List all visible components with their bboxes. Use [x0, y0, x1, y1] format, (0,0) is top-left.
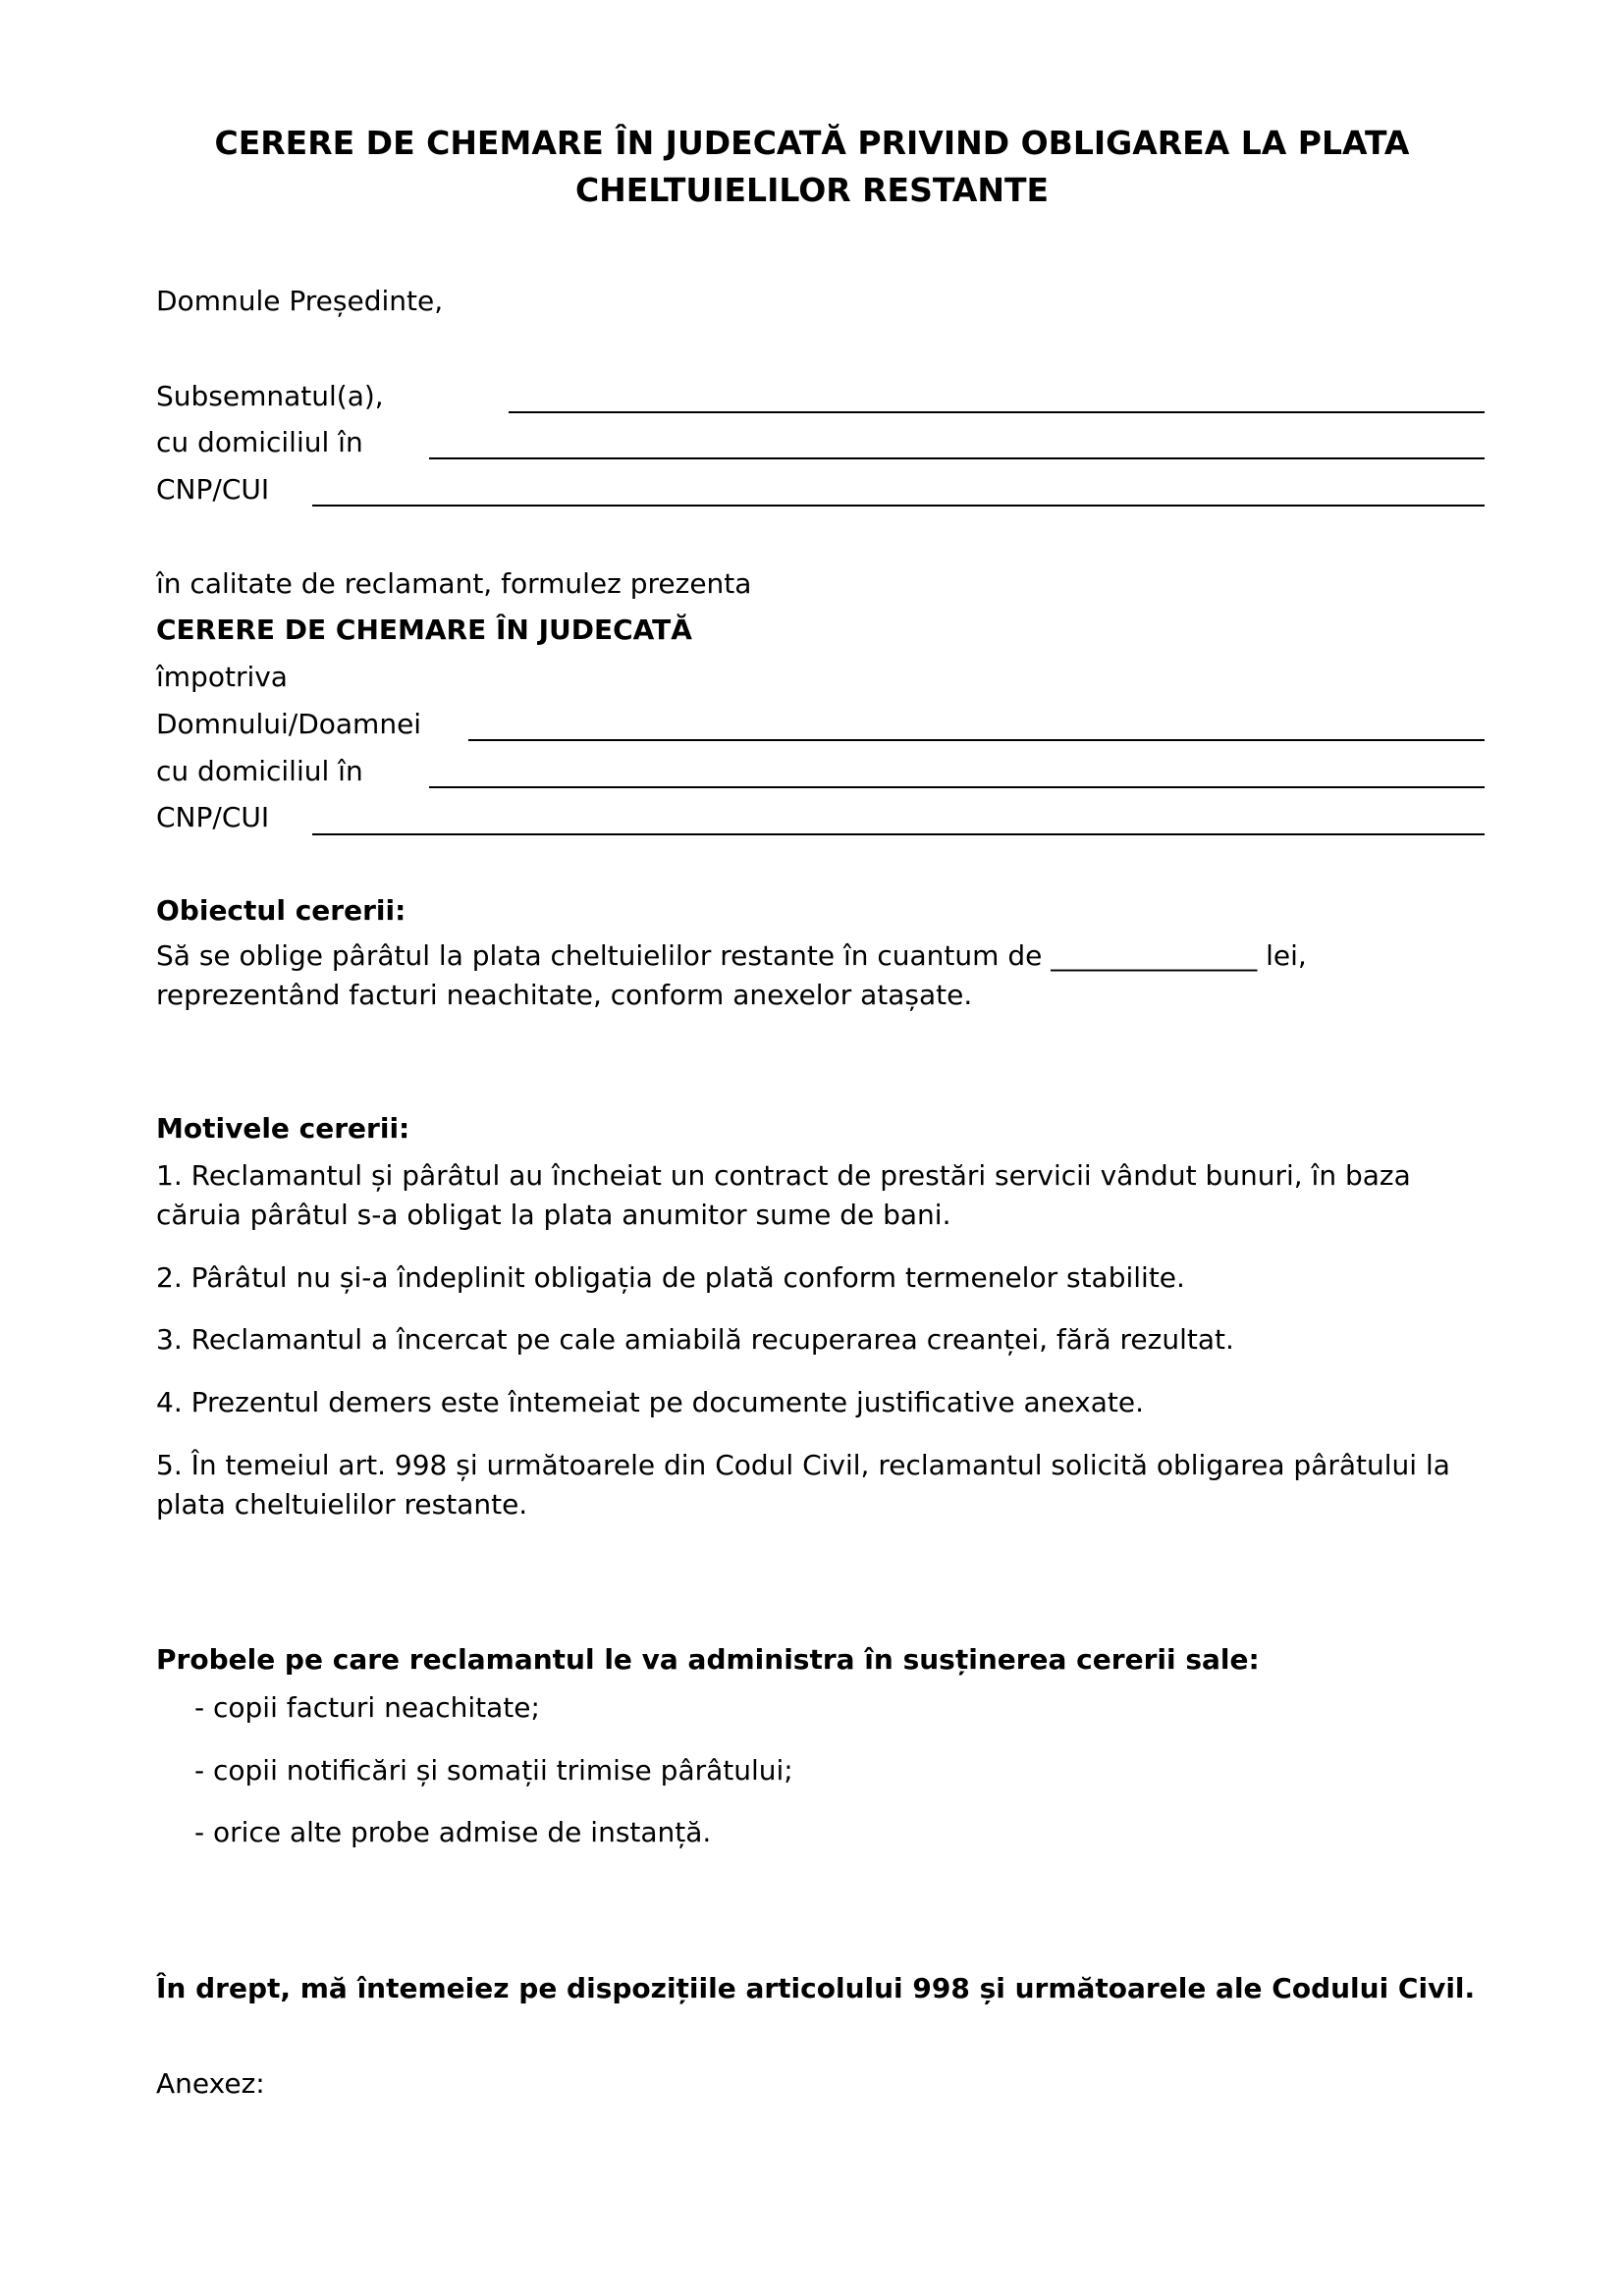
defendant-name-label: Domnului/Doamnei	[156, 708, 422, 740]
legal-basis: În drept, mă întemeiez pe dispozițiile articolului 998 și următoarele ale Codului Civil.	[156, 1972, 1476, 2004]
reason-item-3: 3. Reclamantul a încercat pe cale amiabilă recuperarea creanței, fără rezultat.	[156, 1323, 1234, 1356]
reason-item-5: 5. În temeiul art. 998 și următoarele din Codul Civil, reclamantul solicită obligarea pârâtului la plata cheltuielilor restante.	[156, 1449, 1450, 1521]
against-label: împotriva	[156, 661, 288, 693]
intro-heading: CERERE DE CHEMARE ÎN JUDECATĂ	[156, 614, 692, 646]
reason-item-2: 2. Pârâtul nu și-a îndeplinit obligația de plată conform termenelor stabilite.	[156, 1261, 1185, 1294]
object-text: Să se oblige pârâtul la plata cheltuielilor restante în cuantum de _______________ lei, reprezentând facturi neachitate, conform anexelor atașate.	[156, 939, 1307, 1011]
evidence-heading: Probele pe care reclamantul le va administra în susținerea cererii sale:	[156, 1643, 1260, 1676]
claimant-id-label: CNP/CUI	[156, 473, 270, 506]
reason-item-1: 1. Reclamantul și pârâtul au încheiat un contract de prestări servicii vândut bunuri, în baza căruia pârâtul s-a obligat la plata anumitor sume de bani.	[156, 1159, 1411, 1231]
intro-line: în calitate de reclamant, formulez prezenta	[156, 567, 752, 600]
defendant-id-label: CNP/CUI	[156, 801, 270, 833]
reason-item-4: 4. Prezentul demers este întemeiat pe documente justificative anexate.	[156, 1386, 1144, 1418]
document-title: CERERE DE CHEMARE ÎN JUDECATĂ PRIVIND OBLIGAREA LA PLATA CHELTUIELILOR RESTANTE	[214, 124, 1410, 209]
claimant-address-label: cu domiciliul în	[156, 426, 363, 458]
object-heading: Obiectul cererii:	[156, 894, 406, 927]
evidence-item-1: - copii facturi neachitate;	[194, 1691, 540, 1724]
evidence-item-2: - copii notificări și somații trimise pârâtului;	[194, 1754, 793, 1787]
annex-label: Anexez:	[156, 2067, 265, 2100]
defendant-address-label: cu domiciliul în	[156, 755, 363, 787]
defendant-id-field[interactable]	[312, 833, 1485, 835]
reasons-heading: Motivele cererii:	[156, 1112, 410, 1145]
defendant-address-field[interactable]	[429, 786, 1485, 788]
evidence-item-3: - orice alte probe admise de instanță.	[194, 1816, 712, 1848]
claimant-name-label: Subsemnatul(a),	[156, 380, 384, 412]
claimant-address-field[interactable]	[429, 457, 1485, 459]
claimant-id-field[interactable]	[312, 505, 1485, 507]
claimant-name-field[interactable]	[509, 411, 1485, 413]
defendant-name-field[interactable]	[468, 739, 1485, 741]
salutation: Domnule Președinte,	[156, 285, 444, 317]
